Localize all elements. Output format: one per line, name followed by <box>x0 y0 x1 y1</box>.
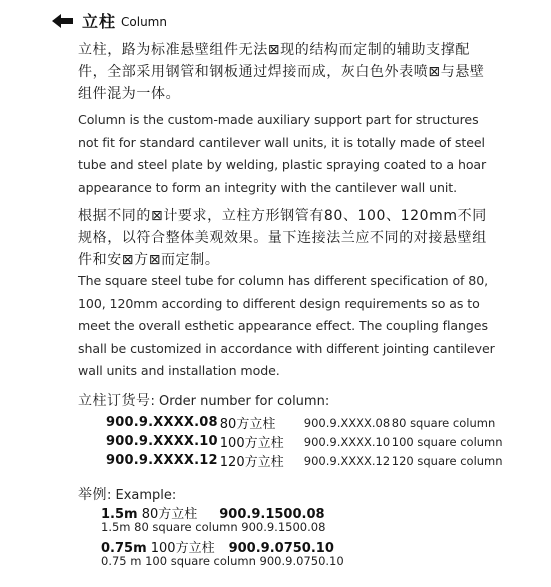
example-quantity: 0.75m <box>101 541 147 556</box>
example-line-en: 1.5m 80 square column 900.9.1500.08 <box>101 520 326 534</box>
order-code: 900.9.XXXX.10 <box>106 434 218 449</box>
table-row <box>106 451 503 470</box>
example-heading <box>78 484 176 504</box>
order-spec-zh: 80方立柱 <box>219 417 276 432</box>
order-spec-zh: 120方立柱 <box>219 455 284 470</box>
example-spec-zh: 100方立柱 <box>150 541 215 556</box>
paragraph-en-spec: The square steel tube for column has different specification of 80, 100, 120mm according to different design requirements so as to meet the overall esthetic appearance effect. The coupling flanges shall be customized in accordance with different jointing cantilever wall units and installation mode. <box>78 273 495 378</box>
order-code: 900.9.XXXX.08 <box>106 415 218 430</box>
example-code: 900.9.1500.08 <box>219 507 325 522</box>
example-line-en: 0.75 m 100 square column 900.9.0750.10 <box>101 554 344 568</box>
example-heading-zh: 举例 <box>78 487 107 503</box>
example-quantity: 1.5m <box>101 507 138 522</box>
paragraph-zh-spec: 根据不同的⊠计要求，立柱方形钢管有80、100、120mm不同规格，以符合整体美观效果。量下连接法兰应不同的对接悬壁组件和安⊠方⊠而定制。 <box>78 208 487 268</box>
page-title-zh: 立柱 <box>82 12 117 31</box>
order-code-en: 900.9.XXXX.10 <box>303 434 391 449</box>
example-spec-zh: 80方立柱 <box>141 507 198 522</box>
table-row <box>106 432 503 451</box>
example-heading-en: : Example: <box>107 488 177 503</box>
paragraph-en-intro: Column is the custom-made auxiliary support part for structures not fit for standard cantilever wall units, it is totally made of steel tube and steel plate by welding, plastic spraying coated to a hoar appearance to form an integrity with the cantilever wall unit. <box>78 112 487 195</box>
paragraph-zh-intro: 立柱，路为标准悬壁组件无法⊠现的结构而定制的辅助支撑配件，全部采用钢管和钢板通过焊接而成，灰白色外表喷⊠与悬壁组件混为一体。 <box>78 42 485 102</box>
arrow-left-icon <box>52 13 74 29</box>
table-row <box>106 413 503 432</box>
order-spec-en: 80 square column <box>391 415 496 430</box>
order-heading-zh: 立柱订货号 <box>78 393 151 409</box>
order-number-table <box>106 413 503 470</box>
order-code: 900.9.XXXX.12 <box>106 453 218 468</box>
order-spec-zh: 100方立柱 <box>219 436 284 451</box>
page-title-en: Column <box>121 14 167 29</box>
order-spec-en: 100 square column <box>391 434 503 449</box>
order-code-en: 900.9.XXXX.12 <box>303 453 391 468</box>
order-heading-en: : Order number for column: <box>150 394 330 409</box>
order-code-en: 900.9.XXXX.08 <box>303 415 391 430</box>
order-number-heading <box>78 390 329 410</box>
order-spec-en: 120 square column <box>391 453 503 468</box>
example-code: 900.9.0750.10 <box>228 541 334 556</box>
section-header <box>52 9 167 32</box>
